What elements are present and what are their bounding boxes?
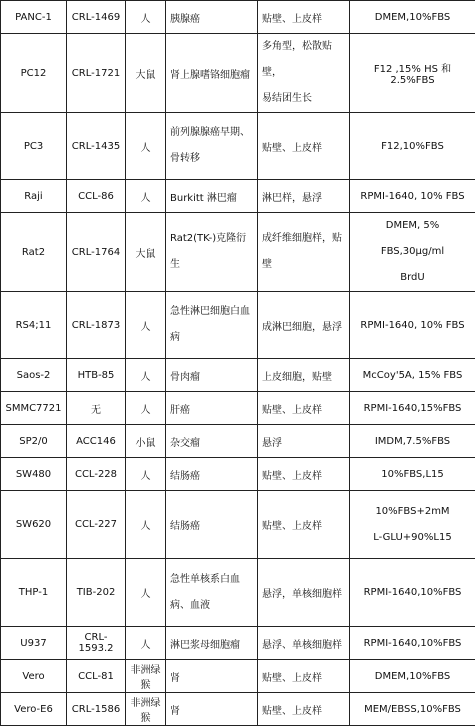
cell-line-name-cell: Saos-2 <box>1 359 67 392</box>
table-row <box>1 458 475 491</box>
culture-medium-cell <box>350 113 475 180</box>
morphology-text: 上皮细胞，贴壁 <box>262 368 346 383</box>
morphology-text: 成纤维细胞样，贴 <box>262 226 346 252</box>
culture-medium-text: RPMI-1640, 10% FBS <box>353 320 472 331</box>
culture-medium-cell <box>350 458 475 491</box>
tissue-source-cell <box>166 1 258 34</box>
culture-medium-text: 10%FBS,L15 <box>353 469 472 480</box>
table-row <box>1 392 475 425</box>
tissue-source-text: 肾 <box>170 702 254 717</box>
culture-medium-cell <box>350 627 475 660</box>
culture-medium-text: MEM/EBSS,10%FBS <box>353 704 472 715</box>
tissue-source-cell <box>166 392 258 425</box>
morphology-text: 贴壁、上皮样 <box>262 702 346 717</box>
species-cell: 人 <box>126 458 166 491</box>
table-row <box>1 359 475 392</box>
cell-line-name-cell: SP2/0 <box>1 425 67 458</box>
culture-medium-cell <box>350 213 475 292</box>
species-cell: 人 <box>126 113 166 180</box>
cell-line-name-cell: PC12 <box>1 34 67 113</box>
tissue-source-text: 骨转移 <box>170 146 254 172</box>
cell-line-name-cell: Vero-E6 <box>1 693 67 726</box>
atcc-number-cell: HTB-85 <box>67 359 126 392</box>
morphology-text: 贴壁、上皮样 <box>262 401 346 416</box>
culture-medium-cell <box>350 1 475 34</box>
tissue-source-text: 急性单核系白血 <box>170 567 254 593</box>
morphology-cell <box>258 292 350 359</box>
culture-medium-text: L-GLU+90%L15 <box>353 525 472 551</box>
cell-line-name-cell: SMMC7721 <box>1 392 67 425</box>
table-row <box>1 113 475 180</box>
table-body <box>1 1 475 726</box>
culture-medium-text: F12,10%FBS <box>353 141 472 152</box>
culture-medium-cell <box>350 425 475 458</box>
tissue-source-cell <box>166 292 258 359</box>
morphology-cell <box>258 213 350 292</box>
culture-medium-text: DMEM, 5% FBS,30μg/ml <box>353 213 472 265</box>
table-row <box>1 491 475 559</box>
table-row <box>1 180 475 213</box>
culture-medium-text: BrdU <box>353 265 472 291</box>
atcc-number-cell: 无 <box>67 392 126 425</box>
tissue-source-cell <box>166 559 258 627</box>
culture-medium-cell <box>350 559 475 627</box>
culture-medium-cell <box>350 34 475 113</box>
tissue-source-text: 前列腺腺癌早期、 <box>170 120 254 146</box>
morphology-text: 淋巴样，悬浮 <box>262 189 346 204</box>
morphology-cell <box>258 180 350 213</box>
species-cell: 人 <box>126 491 166 559</box>
tissue-source-text: 病、血液 <box>170 593 254 619</box>
species-cell: 人 <box>126 180 166 213</box>
table-row <box>1 693 475 726</box>
species-cell: 人 <box>126 359 166 392</box>
atcc-number-cell: CCL-227 <box>67 491 126 559</box>
tissue-source-cell <box>166 180 258 213</box>
cell-line-name-cell: Raji <box>1 180 67 213</box>
species-cell: 小鼠 <box>126 425 166 458</box>
tissue-source-cell <box>166 693 258 726</box>
species-cell: 人 <box>126 292 166 359</box>
species-cell: 非洲绿猴 <box>126 660 166 693</box>
atcc-number-cell: TIB-202 <box>67 559 126 627</box>
species-cell: 非洲绿猴 <box>126 693 166 726</box>
morphology-cell <box>258 491 350 559</box>
culture-medium-cell <box>350 180 475 213</box>
cell-line-name-cell: U937 <box>1 627 67 660</box>
morphology-cell <box>258 359 350 392</box>
tissue-source-text: 杂交瘤 <box>170 434 254 449</box>
morphology-cell <box>258 693 350 726</box>
cell-line-name-cell: THP-1 <box>1 559 67 627</box>
atcc-number-cell: CCL-228 <box>67 458 126 491</box>
tissue-source-cell <box>166 213 258 292</box>
atcc-number-cell: CRL-1435 <box>67 113 126 180</box>
morphology-text: 贴壁、上皮样 <box>262 10 346 25</box>
morphology-text: 易结团生长 <box>262 86 346 112</box>
morphology-text: 贴壁、上皮样 <box>262 467 346 482</box>
morphology-cell <box>258 392 350 425</box>
atcc-number-cell: CRL-1586 <box>67 693 126 726</box>
tissue-source-text: Burkitt 淋巴瘤 <box>170 189 254 204</box>
cell-line-name-cell: Rat2 <box>1 213 67 292</box>
atcc-number-cell: CCL-86 <box>67 180 126 213</box>
species-cell: 人 <box>126 559 166 627</box>
table-row <box>1 660 475 693</box>
cell-line-name-cell: PC3 <box>1 113 67 180</box>
morphology-cell <box>258 458 350 491</box>
culture-medium-text: RPMI-1640,10%FBS <box>353 587 472 598</box>
culture-medium-text: McCoy'5A, 15% FBS <box>353 370 472 381</box>
culture-medium-cell <box>350 292 475 359</box>
morphology-text: 悬浮，单核细胞样 <box>262 585 346 600</box>
tissue-source-text: 淋巴浆母细胞瘤 <box>170 636 254 651</box>
table-row <box>1 425 475 458</box>
table-row <box>1 34 475 113</box>
table-row <box>1 213 475 292</box>
culture-medium-cell <box>350 392 475 425</box>
tissue-source-text: 肾 <box>170 669 254 684</box>
tissue-source-text: 肾上腺嗜铬细胞瘤 <box>170 66 254 81</box>
tissue-source-text: 骨肉瘤 <box>170 368 254 383</box>
morphology-cell <box>258 425 350 458</box>
culture-medium-cell <box>350 359 475 392</box>
culture-medium-cell <box>350 660 475 693</box>
atcc-number-cell: CRL-1721 <box>67 34 126 113</box>
tissue-source-text: 结肠癌 <box>170 517 254 532</box>
morphology-text: 悬浮、单核细胞样 <box>262 636 346 651</box>
tissue-source-cell <box>166 491 258 559</box>
species-cell: 大鼠 <box>126 213 166 292</box>
culture-medium-text: RPMI-1640,15%FBS <box>353 403 472 414</box>
tissue-source-text: Rat2(TK-)克隆衍 <box>170 226 254 252</box>
morphology-cell <box>258 559 350 627</box>
tissue-source-text: 肝癌 <box>170 401 254 416</box>
table-row <box>1 627 475 660</box>
tissue-source-cell <box>166 113 258 180</box>
culture-medium-cell <box>350 491 475 559</box>
morphology-text: 成淋巴细胞，悬浮 <box>262 318 346 333</box>
tissue-source-cell <box>166 458 258 491</box>
morphology-text: 贴壁、上皮样 <box>262 517 346 532</box>
morphology-text: 多角型，松散贴壁， <box>262 34 346 86</box>
tissue-source-text: 生 <box>170 252 254 278</box>
morphology-text: 悬浮 <box>262 434 346 449</box>
culture-medium-cell <box>350 693 475 726</box>
table-row <box>1 559 475 627</box>
morphology-cell <box>258 113 350 180</box>
cell-line-name-cell: RS4;11 <box>1 292 67 359</box>
cell-line-name-cell: PANC-1 <box>1 1 67 34</box>
cell-line-name-cell: Vero <box>1 660 67 693</box>
culture-medium-text: 10%FBS+2mM <box>353 499 472 525</box>
morphology-cell <box>258 1 350 34</box>
tissue-source-cell <box>166 425 258 458</box>
culture-medium-text: DMEM,10%FBS <box>353 671 472 682</box>
morphology-text: 贴壁、上皮样 <box>262 139 346 154</box>
atcc-number-cell: ACC146 <box>67 425 126 458</box>
atcc-number-cell: CRL-1593.2 <box>67 627 126 660</box>
morphology-cell <box>258 34 350 113</box>
table-row <box>1 292 475 359</box>
tissue-source-text: 急性淋巴细胞白血 <box>170 299 254 325</box>
tissue-source-text: 病 <box>170 325 254 351</box>
morphology-text: 贴壁、上皮样 <box>262 669 346 684</box>
atcc-number-cell: CRL-1873 <box>67 292 126 359</box>
atcc-number-cell: CRL-1469 <box>67 1 126 34</box>
atcc-number-cell: CRL-1764 <box>67 213 126 292</box>
cell-line-name-cell: SW480 <box>1 458 67 491</box>
culture-medium-text: DMEM,10%FBS <box>353 12 472 23</box>
morphology-text: 壁 <box>262 252 346 278</box>
culture-medium-text: RPMI-1640,10%FBS <box>353 638 472 649</box>
atcc-number-cell: CCL-81 <box>67 660 126 693</box>
table-row <box>1 1 475 34</box>
culture-medium-text: RPMI-1640, 10% FBS <box>353 191 472 202</box>
tissue-source-text: 胰腺癌 <box>170 10 254 25</box>
species-cell: 人 <box>126 392 166 425</box>
culture-medium-text: F12 ,15% HS 和 2.5%FBS <box>353 60 472 86</box>
culture-medium-text: IMDM,7.5%FBS <box>353 436 472 447</box>
tissue-source-text: 结肠癌 <box>170 467 254 482</box>
species-cell: 人 <box>126 1 166 34</box>
species-cell: 人 <box>126 627 166 660</box>
morphology-cell <box>258 660 350 693</box>
tissue-source-cell <box>166 660 258 693</box>
morphology-cell <box>258 627 350 660</box>
tissue-source-cell <box>166 34 258 113</box>
tissue-source-cell <box>166 359 258 392</box>
cell-line-name-cell: SW620 <box>1 491 67 559</box>
tissue-source-cell <box>166 627 258 660</box>
species-cell: 大鼠 <box>126 34 166 113</box>
